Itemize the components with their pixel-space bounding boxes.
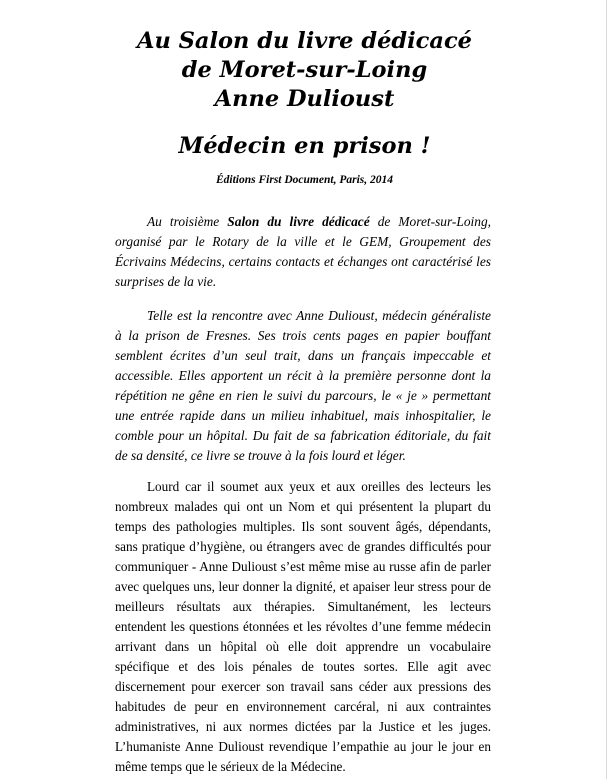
page-title (0, 27, 609, 114)
paragraph-3 (115, 477, 491, 777)
publisher-line: Éditions First Document, Paris, 2014 (215, 174, 393, 186)
paragraph-2-text: Telle est la rencontre avec Anne Dulioust, médecin généraliste à la prison de Fresnes. Ses trois cents pages en papier bouffant semblent écrites d’un seul trait, dans un français impeccable et accessible. Elles apportent un récit à la première personne dont la répétition ne gêne en rien le suivi du parcours, le « je » permettant une entrée rapide dans un milieu inhabituel, mais inhospitalier, le comble pour un hôpital. Du fait de sa fabrication éditoriale, du fait de sa densité, ce livre se trouve à la fois lourd et léger. (115, 308, 491, 463)
salon-name: Salon du livre dédicacé (227, 214, 370, 229)
book-title: Médecin en prison ! (178, 133, 431, 159)
paragraph-2 (115, 306, 491, 466)
title-line-3: Anne Dulioust (214, 86, 395, 112)
title-line-1: Au Salon du livre dédicacé (137, 28, 472, 54)
paragraph-1-end: de Moret-sur-Loing, organisé par le Rotary de la ville et le GEM, Groupement des Écrivains Médecins, certains contacts et échanges ont caractérisé les surprises de la vie. (115, 214, 491, 289)
title-line-2: de Moret-sur-Loing (181, 57, 428, 83)
paragraph-3-text: Lourd car il soumet aux yeux et aux oreilles des lecteurs les nombreux malades qui ont un Nom et qui présentent la plupart du temps des pathologies multiples. Ils sont souvent âgés, dépendants, sans pratique d’hygiène, ou étrangers avec de grandes difficultés pour communiquer - Anne Dulioust s’est même mise au russe afin de parler avec quelques uns, leur donner la dignité, et apaiser leur stress pour de meilleurs résultats aux thérapies. Simultanément, les lecteurs entendent les questions étonnées et les révoltes d’une femme médecin arrivant dans un hôpital où elle doit apprendre un vocabulaire spécifique et des lois pénales de toutes sortes. Elle agit avec discernement pour exercer son travail sans céder aux pressions des habitudes de peur en environnement carcéral, ni aux contraintes administratives, ni aux normes dictées par la Justice et les juges. L’humaniste Anne Dulioust revendique l’empathie au jour le jour en même temps que le sérieux de la Médecine. (115, 479, 491, 774)
paragraph-1-start: Au troisième (147, 214, 228, 229)
page-edge (606, 0, 607, 779)
paragraph-1 (115, 212, 491, 292)
